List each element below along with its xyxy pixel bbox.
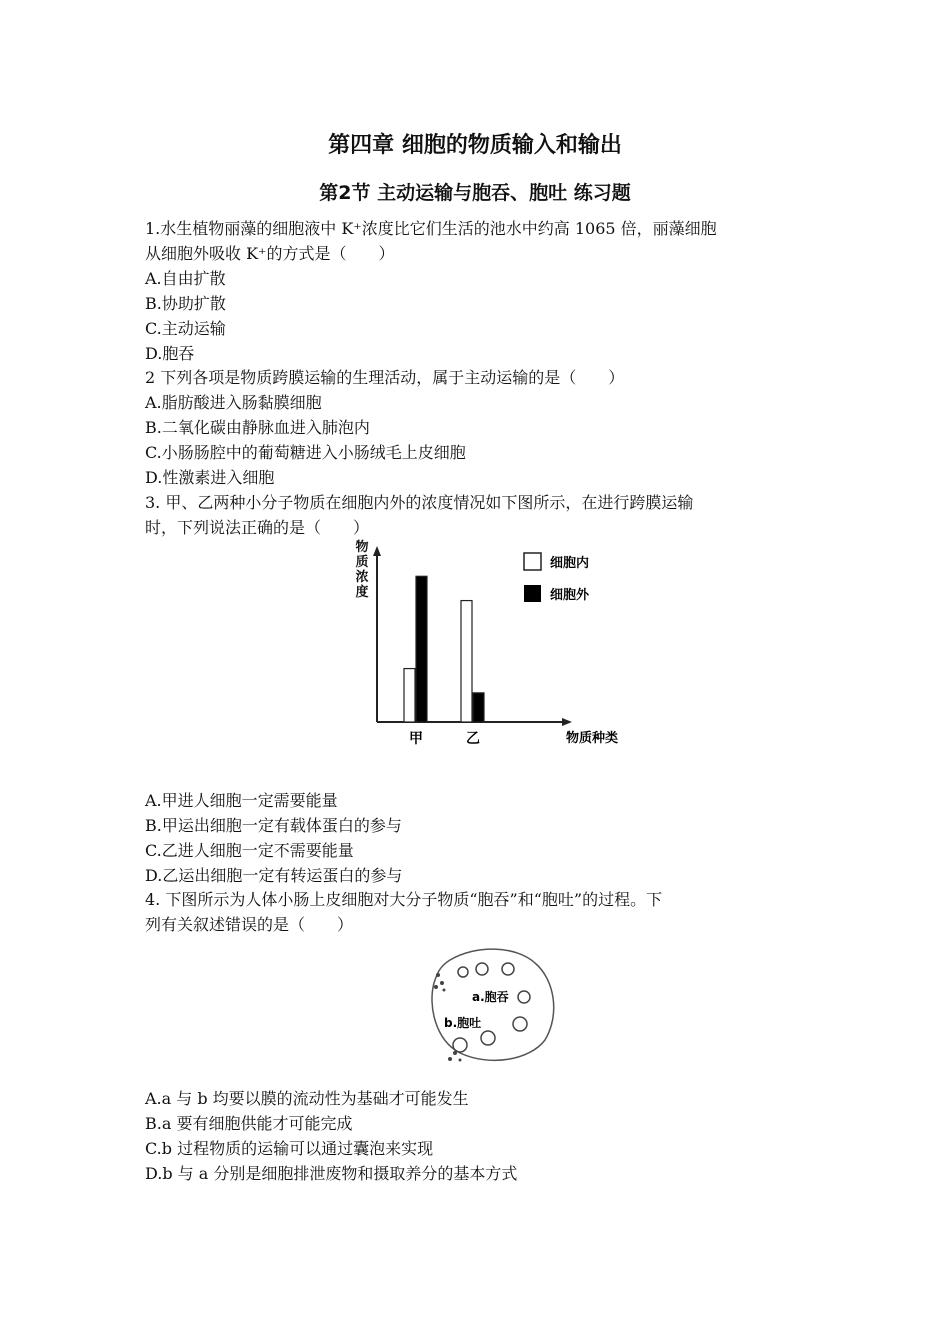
q2-stem: 2 下列各项是物质跨膜运输的生理活动，属于主动运输的是（ ） (145, 368, 625, 387)
y-label: 物质浓度 (355, 540, 369, 600)
q3-stem: 3. 甲、乙两种小分子物质在细胞内外的浓度情况如下图所示，在进行跨膜运输 (145, 493, 694, 512)
q1-option: B.协助扩散 (145, 294, 226, 313)
q3-option: A.甲进人细胞一定需要能量 (145, 791, 338, 810)
q4-option: D.b 与 a 分别是细胞排泄废物和摄取养分的基本方式 (145, 1164, 518, 1183)
q4-option: C.b 过程物质的运输可以通过囊泡来实现 (145, 1139, 434, 1158)
q4-stem: 列有关叙述错误的是（ ） (145, 915, 354, 934)
q3-stem: 时，下列说法正确的是（ ） (145, 518, 370, 537)
bar-乙-细胞外 (473, 693, 484, 722)
bar-乙-细胞内 (461, 601, 472, 722)
bar-甲-细胞内 (404, 669, 415, 722)
vesicles (453, 963, 530, 1052)
q2-option: A.脂肪酸进入肠黏膜细胞 (145, 393, 322, 412)
q4-option: A.a 与 b 均要以膜的流动性为基础才可能发生 (145, 1089, 469, 1108)
q1-option: C.主动运输 (145, 319, 226, 338)
bar-甲-细胞外 (416, 576, 427, 722)
q1-stem: 1.水生植物丽藻的细胞液中 K⁺浓度比它们生活的池水中约高 1065 倍，丽藻细胞 (145, 219, 717, 238)
legend-swatch-outside (524, 585, 541, 602)
section-title: 第2节 主动运输与胞吞、胞吐 练习题 (319, 182, 631, 204)
q1-stem: 从细胞外吸收 K⁺的方式是（ ） (145, 244, 395, 263)
q2-option: B.二氧化碳由静脉血进入肺泡内 (145, 418, 370, 437)
y-axis-arrow-icon (373, 546, 381, 556)
legend-label: 细胞内 (550, 556, 590, 571)
concentration-bar-chart (340, 530, 620, 750)
q3-option: C.乙进人细胞一定不需要能量 (145, 841, 354, 860)
x-axis-arrow-icon (562, 718, 572, 726)
q4-stem: 4. 下图所示为人体小肠上皮细胞对大分子物质“胞吞”和“胞吐”的过程。下 (145, 890, 663, 909)
label-exocytosis: b.胞吐 (444, 1016, 482, 1030)
chapter-title: 第四章 细胞的物质输入和输出 (328, 133, 622, 158)
x-label: 物质种类 (565, 731, 619, 746)
label-endocytosis: a.胞吞 (472, 990, 509, 1004)
q3-option: B.甲运出细胞一定有载体蛋白的参与 (145, 816, 402, 835)
q3-option: D.乙运出细胞一定有转运蛋白的参与 (145, 866, 403, 885)
q2-option: C.小肠肠腔中的葡萄糖进入小肠绒毛上皮细胞 (145, 443, 466, 462)
legend-swatch-inside (524, 553, 541, 570)
legend-label: 细胞外 (550, 588, 590, 603)
q1-option: A.自由扩散 (145, 269, 226, 288)
q1-option: D.胞吞 (145, 344, 195, 363)
q2-option: D.性激素进入细胞 (145, 468, 275, 487)
category-label: 甲 (409, 731, 423, 747)
endocytosis-exocytosis-figure (420, 935, 560, 1075)
category-label: 乙 (466, 731, 480, 747)
q4-option: B.a 要有细胞供能才可能完成 (145, 1114, 353, 1133)
